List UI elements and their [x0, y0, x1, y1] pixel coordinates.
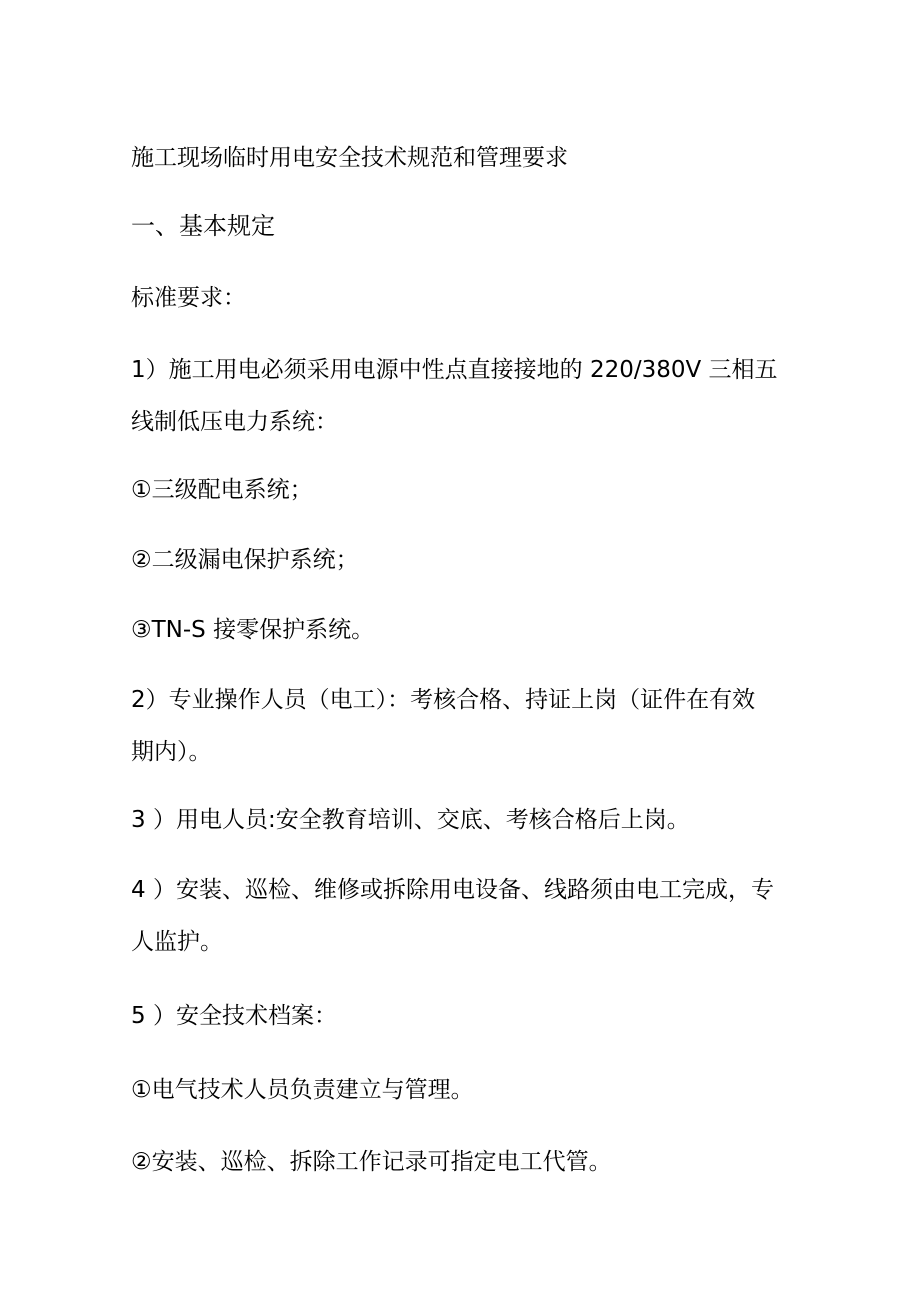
document-title: 施工现场临时用电安全技术规范和管理要求: [131, 145, 568, 171]
item-1-line-2: 线制低压电力系统：: [131, 409, 338, 435]
item-5-sub-1: ①电气技术人员负责建立与管理。: [131, 1077, 474, 1103]
item-4-line-2: 人监护。: [131, 929, 223, 955]
item-1-line-1: 1）施工用电必须采用电源中性点直接接地的 220/380V 三相五: [131, 357, 778, 383]
item-1-sub-2: ②二级漏电保护系统；: [131, 547, 359, 573]
item-5-sub-2: ②安装、巡检、拆除工作记录可指定电工代管。: [131, 1149, 612, 1175]
item-2-line-2: 期内）。: [131, 739, 212, 765]
standard-label: 标准要求：: [131, 285, 246, 311]
item-3: 3 ）用电人员:安全教育培训、交底、考核合格后上岗。: [131, 807, 690, 833]
item-5: 5 ）安全技术档案：: [131, 1003, 337, 1029]
section-heading-basic-rules: 一、基本规定: [131, 212, 275, 240]
item-1-sub-1: ①三级配电系统；: [131, 477, 313, 503]
item-2-line-1: 2）专业操作人员（电工）：考核合格、持证上岗（证件在有效: [131, 687, 756, 713]
item-1-sub-3: ③TN-S 接零保护系统。: [131, 617, 375, 643]
item-4-line-1: 4 ）安装、巡检、维修或拆除用电设备、线路须由电工完成，专: [131, 877, 774, 903]
